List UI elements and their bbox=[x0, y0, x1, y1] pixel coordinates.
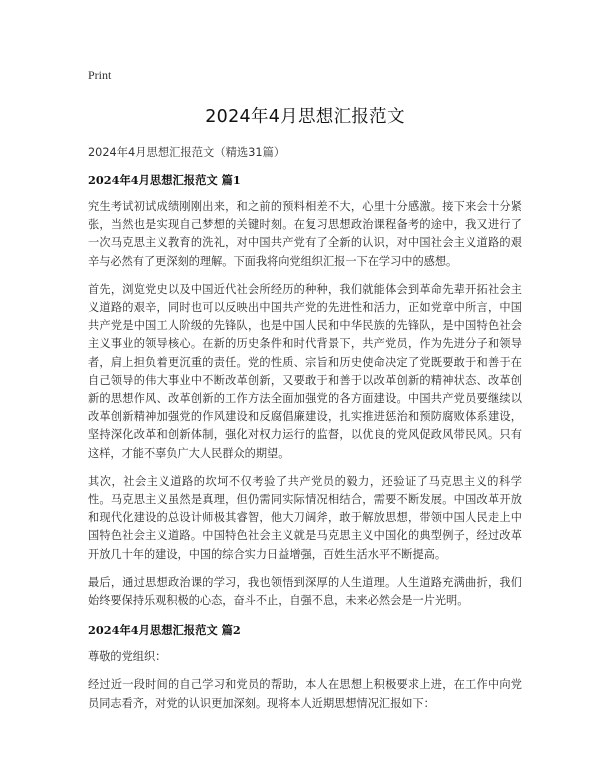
section-heading-2: 2024年4月思想汇报范文 篇2 bbox=[88, 623, 241, 638]
paragraph: 经过近一段时间的自己学习和党员的帮助，本人在思想上积极要求上进，在工作中向党员同志看齐，对党的认识更加深刻。现将本人近期思想情况汇报如下： bbox=[88, 678, 522, 710]
section-heading-1: 2024年4月思想汇报范文 篇1 bbox=[88, 173, 241, 187]
paragraph: 最后，通过思想政治课的学习，我也领悟到深厚的人生道理。人生道路充满曲折，我们始终要保持乐观积极的心态，奋斗不止，自强不息，未来必然会是一片光明。 bbox=[88, 575, 522, 608]
print-link[interactable]: Print bbox=[88, 68, 112, 82]
page-title: 2024年4月思想汇报范文 bbox=[205, 107, 405, 127]
paragraph: 首先，浏览党史以及中国近代社会所经历的种种，我们就能体会到革命先辈开拓社会主义道路的艰辛，同时也可以反映出中国共产党的先进性和活力，正如党章中所言，中国共产党是中国工人阶级的先锋队，也是中国人民和中华民族的先锋队，是中国特色社会主义事业的领导核心。在新的历史条件和时代背景下，共产党员，作为先进分子和领导者，肩上担负着更沉重的责任。党的性质、宗旨和历史使命决定了党既要敢于和善于在自己领导的伟大事业中不断改革创新，又要敢于和善于以改革创新的精神状态、改革创新的思想作风、改革创新的工作方法全面加强党的各方面建设。中国共产党员要继续以改革创新精神加强党的作风建设和反腐倡廉建设，扎实推进惩治和预防腐败体系建设，坚持深化改革和创新体制，强化对权力运行的监督，以优良的党风促政风带民风。只有这样，才能不辜负广大人民群众的期望。 bbox=[88, 282, 522, 460]
document-subtitle: 2024年4月思想汇报范文（精选31篇） bbox=[88, 146, 286, 159]
document-page bbox=[88, 68, 522, 723]
paragraph: 其次，社会主义道路的坎坷不仅考验了共产党员的毅力，还验证了马克思主义的科学性。马克思主义虽然是真理，但仍需同实际情况相结合，需要不断发展。中国改革开放和现代化建设的总设计师极其睿智，他大刀阔斧，敢于解放思想，带领中国人民走上中国特色社会主义道路。中国特色社会主义就是马克思主义中国化的典型例子，经过改革开放几十年的建设，中国的综合实力日益增强，百姓生活水平不断提高。 bbox=[88, 474, 522, 561]
paragraph: 尊敬的党组织： bbox=[88, 650, 167, 664]
paragraph: 究生考试初试成绩刚刚出来，和之前的预料相差不大，心里十分感激。接下来会十分紧张，当然也是实现自己梦想的关键时刻。在复习思想政治课程备考的途中，我又进行了一次马克思主义教育的洗礼，对中国共产党有了全新的认识，对中国社会主义道路的艰辛与必然有了更深刻的理解。下面我将向党组织汇报一下在学习中的感想。 bbox=[88, 200, 522, 268]
